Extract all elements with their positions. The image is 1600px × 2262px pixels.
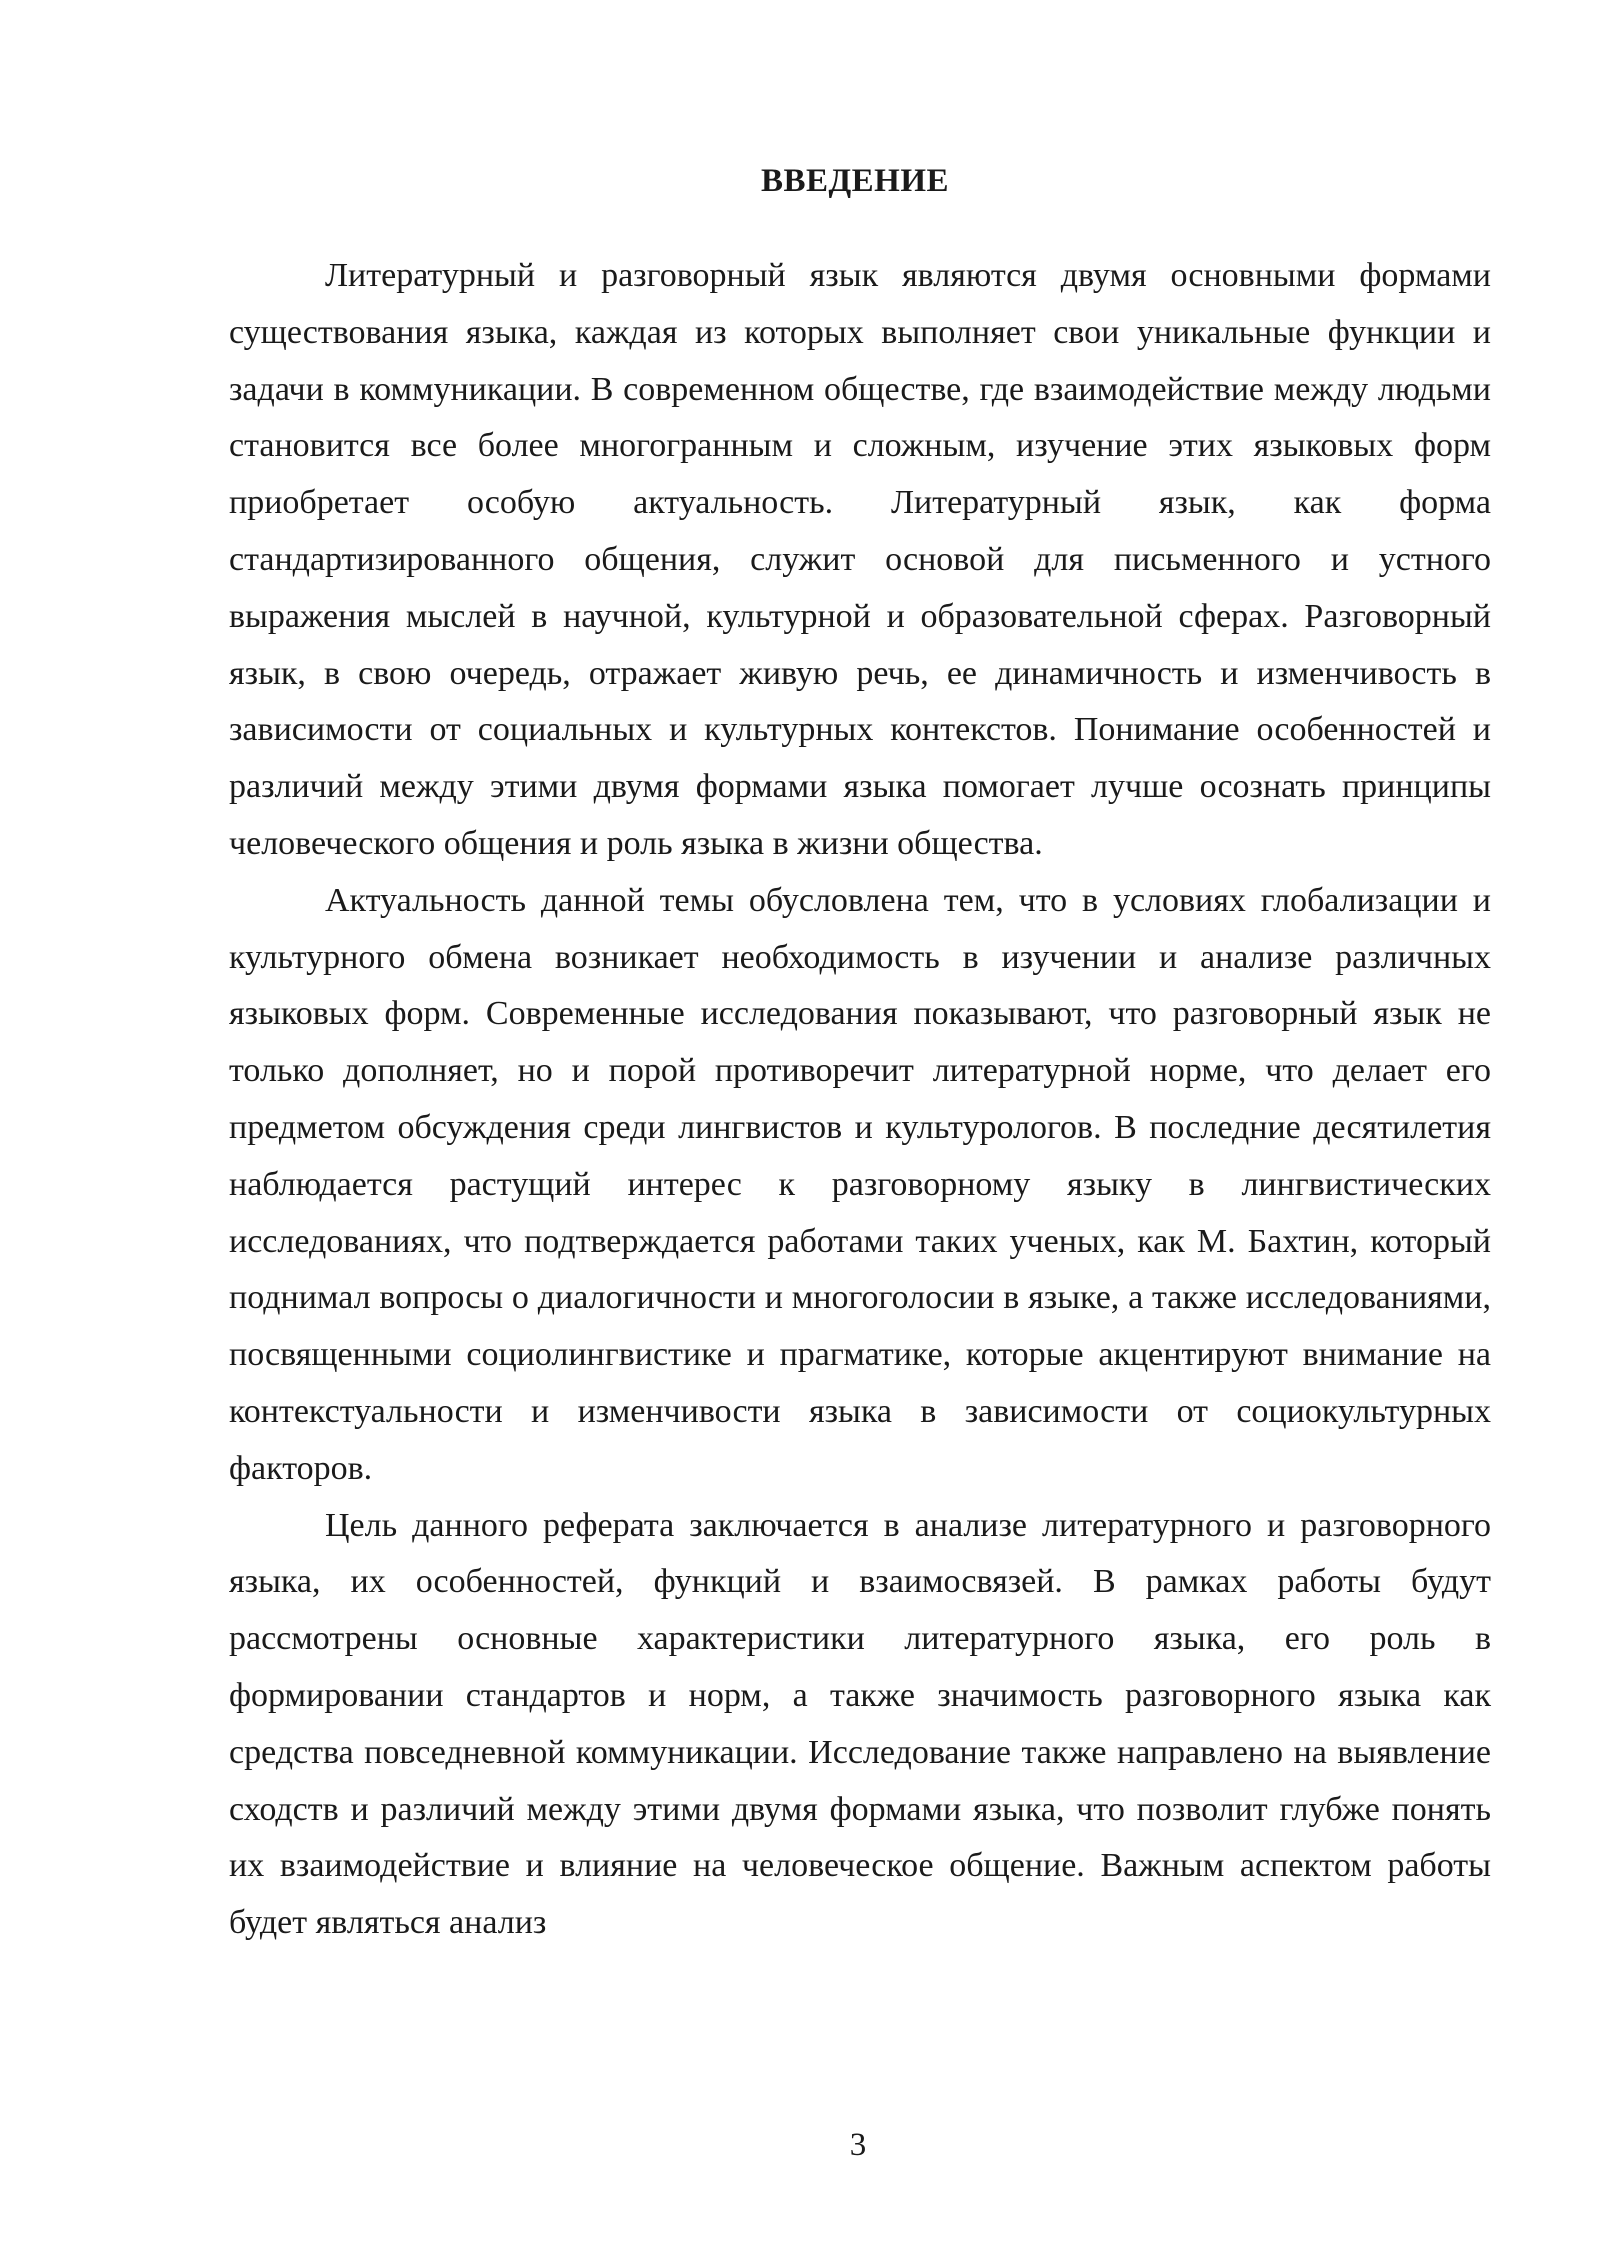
body-text (229, 248, 1491, 1952)
page-title: ВВЕДЕНИЕ (760, 163, 950, 199)
paragraph-relevance: Актуальность данной темы обусловлена тем, что в условиях глобализации и культурного обмена возникает необходимость в изучении и анализе различных языковых форм. Современные исследования показывают, что разговорный язык не только дополняет, но и порой противоречит литературной норме, что делает его предметом обсуждения среди лингвистов и культурологов. В последние десятилетия наблюдается растущий интерес к разговорному языку в лингвистических исследованиях, что подтверждается работами таких ученых, как М. Бахтин, который поднимал вопросы о диалогичности и многоголосии в языке, а также исследованиями, посвященными социолингвистике и прагматике, которые акцентируют внимание на контекстуальности и изменчивости языка в зависимости от социокультурных факторов. (229, 881, 1491, 1487)
paragraph-intro: Литературный и разговорный язык являются двумя основными формами существования языка, каждая из которых выполняет свои уникальные функции и задачи в коммуникации. В современном обществе, где взаимодействие между людьми становится все более многогранным и сложным, изучение этих языковых форм приобретает особую актуальность. Литературный язык, как форма стандартизированного общения, служит основой для письменного и устного выражения мыслей в научной, культурной и образовательной сферах. Разговорный язык, в свою очередь, отражает живую речь, ее динамичность и изменчивость в зависимости от социальных и культурных контекстов. Понимание особенностей и различий между этими двумя формами языка помогает лучше осознать принципы человеческого общения и роль языка в жизни общества. (229, 257, 1491, 862)
page-number: 3 (849, 2127, 867, 2163)
paragraph-goal: Цель данного реферата заключается в анализе литературного и разговорного языка, их особенностей, функций и взаимосвязей. В рамках работы будут рассмотрены основные характеристики литературного языка, его роль в формировании стандартов и норм, а также значимость разговорного языка как средства повседневной коммуникации. Исследование также направлено на выявление сходств и различий между этими двумя формами языка, что позволит глубже понять их взаимодействие и влияние на человеческое общение. Важным аспектом работы будет являться анализ (229, 1506, 1491, 1942)
